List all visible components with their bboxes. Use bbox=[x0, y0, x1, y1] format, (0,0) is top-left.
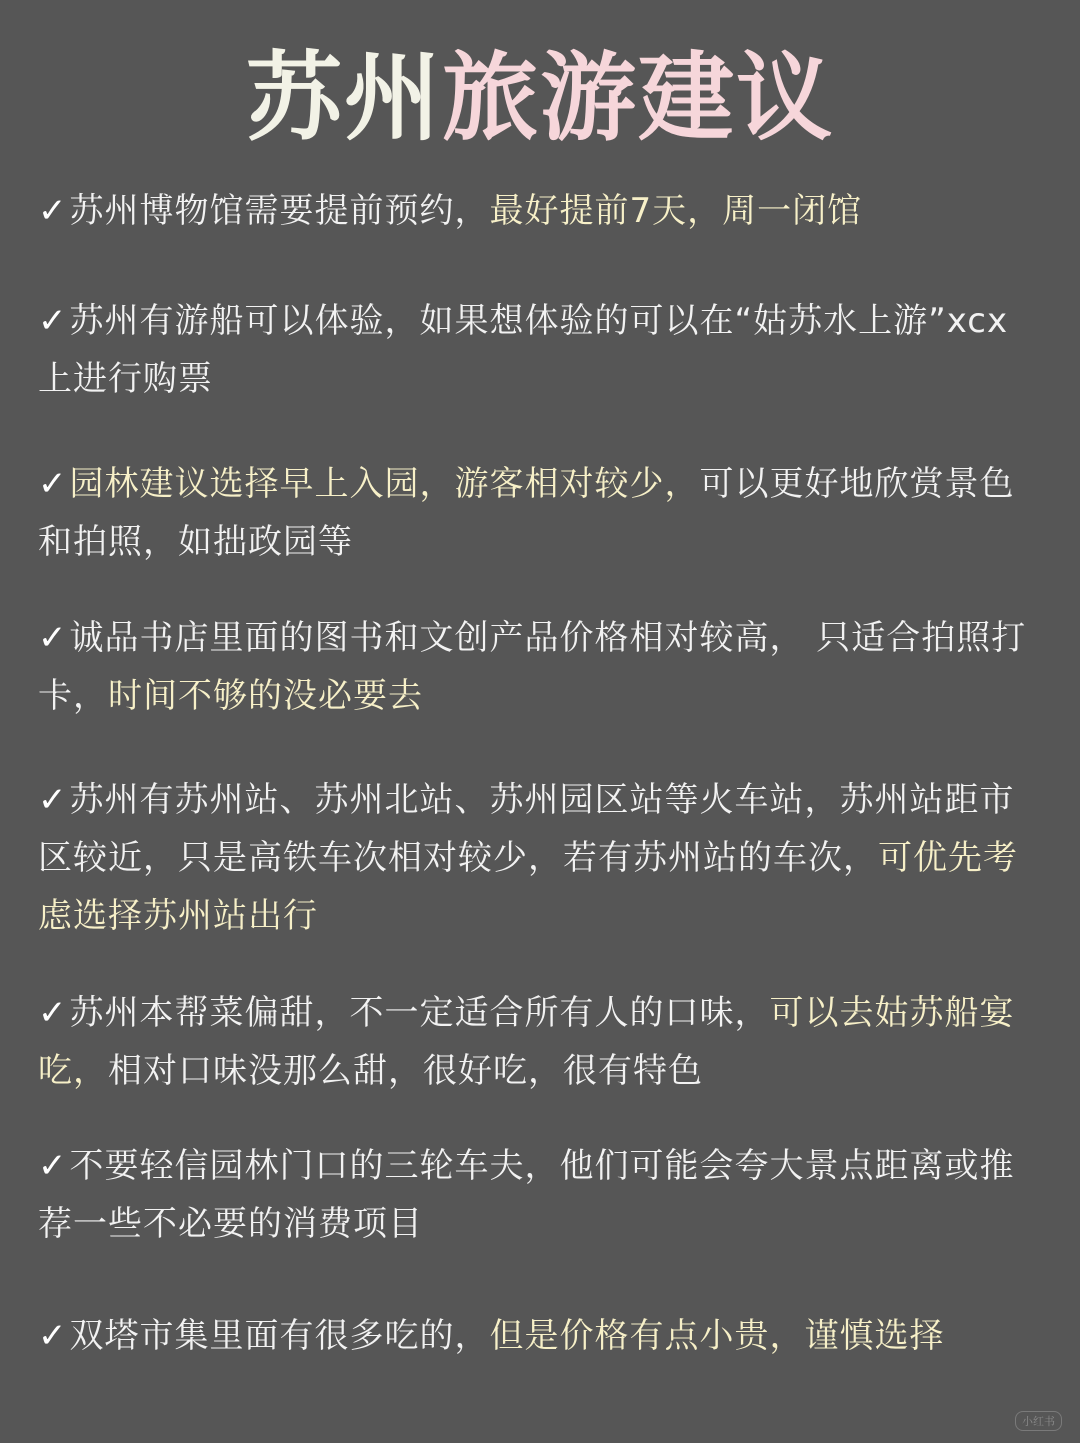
tip-text: 双塔市集里面有很多吃的， bbox=[69, 1316, 490, 1356]
tip-text: 诚品书店里面的图书和文创产品价格相对较高， 只适合拍照打卡， bbox=[38, 618, 1027, 716]
tip-text: 苏州有游船可以体验，如果想体验的可以在“姑苏水上游”xcx上进行购票 bbox=[38, 301, 1009, 399]
tip-text-tail: 可以更好地欣赏景色和拍照，如拙政园等 bbox=[38, 464, 1015, 562]
tip-text: 苏州本帮菜偏甜，不一定适合所有人的口味， bbox=[69, 993, 770, 1033]
page-title bbox=[0, 38, 1080, 158]
tip-highlight: 时间不够的没必要去 bbox=[108, 676, 423, 716]
check-icon: ✓ bbox=[38, 301, 68, 341]
tip-highlight: 但是价格有点小贵，谨慎选择 bbox=[489, 1316, 945, 1356]
title-part-2: 旅游建议 bbox=[442, 42, 834, 154]
check-icon: ✓ bbox=[38, 191, 68, 231]
tip-item bbox=[38, 984, 1038, 1100]
check-icon: ✓ bbox=[38, 1316, 68, 1356]
check-icon: ✓ bbox=[38, 618, 68, 658]
tip-text-tail: 相对口味没那么甜，很好吃，很有特色 bbox=[108, 1051, 703, 1091]
tip-item bbox=[38, 771, 1038, 945]
tip-item bbox=[38, 182, 1038, 240]
tip-item bbox=[38, 292, 1038, 408]
tip-text: 苏州博物馆需要提前预约， bbox=[69, 191, 490, 231]
tip-item bbox=[38, 1307, 1038, 1365]
watermark: 小红书 bbox=[1015, 1411, 1062, 1431]
tip-highlight: 可优先考虑选择苏州站出行 bbox=[38, 838, 1018, 936]
check-icon: ✓ bbox=[38, 464, 68, 504]
tip-text: 苏州有苏州站、苏州北站、苏州园区站等火车站，苏州站距市区较近，只是高铁车次相对较少，若有苏州站的车次， bbox=[38, 780, 1015, 878]
tip-highlight: 可以去姑苏船宴吃， bbox=[38, 993, 1015, 1091]
tip-item bbox=[38, 455, 1038, 571]
check-icon: ✓ bbox=[38, 780, 68, 820]
title-part-1: 苏州 bbox=[246, 42, 442, 154]
check-icon: ✓ bbox=[38, 1146, 68, 1186]
tip-highlight: 园林建议选择早上入园，游客相对较少， bbox=[69, 464, 700, 504]
tip-item bbox=[38, 609, 1038, 725]
tip-item bbox=[38, 1137, 1038, 1253]
tip-text: 不要轻信园林门口的三轮车夫，他们可能会夸大景点距离或推荐一些不必要的消费项目 bbox=[38, 1146, 1015, 1244]
check-icon: ✓ bbox=[38, 993, 68, 1033]
tip-highlight: 最好提前7天，周一闭馆 bbox=[489, 191, 863, 231]
